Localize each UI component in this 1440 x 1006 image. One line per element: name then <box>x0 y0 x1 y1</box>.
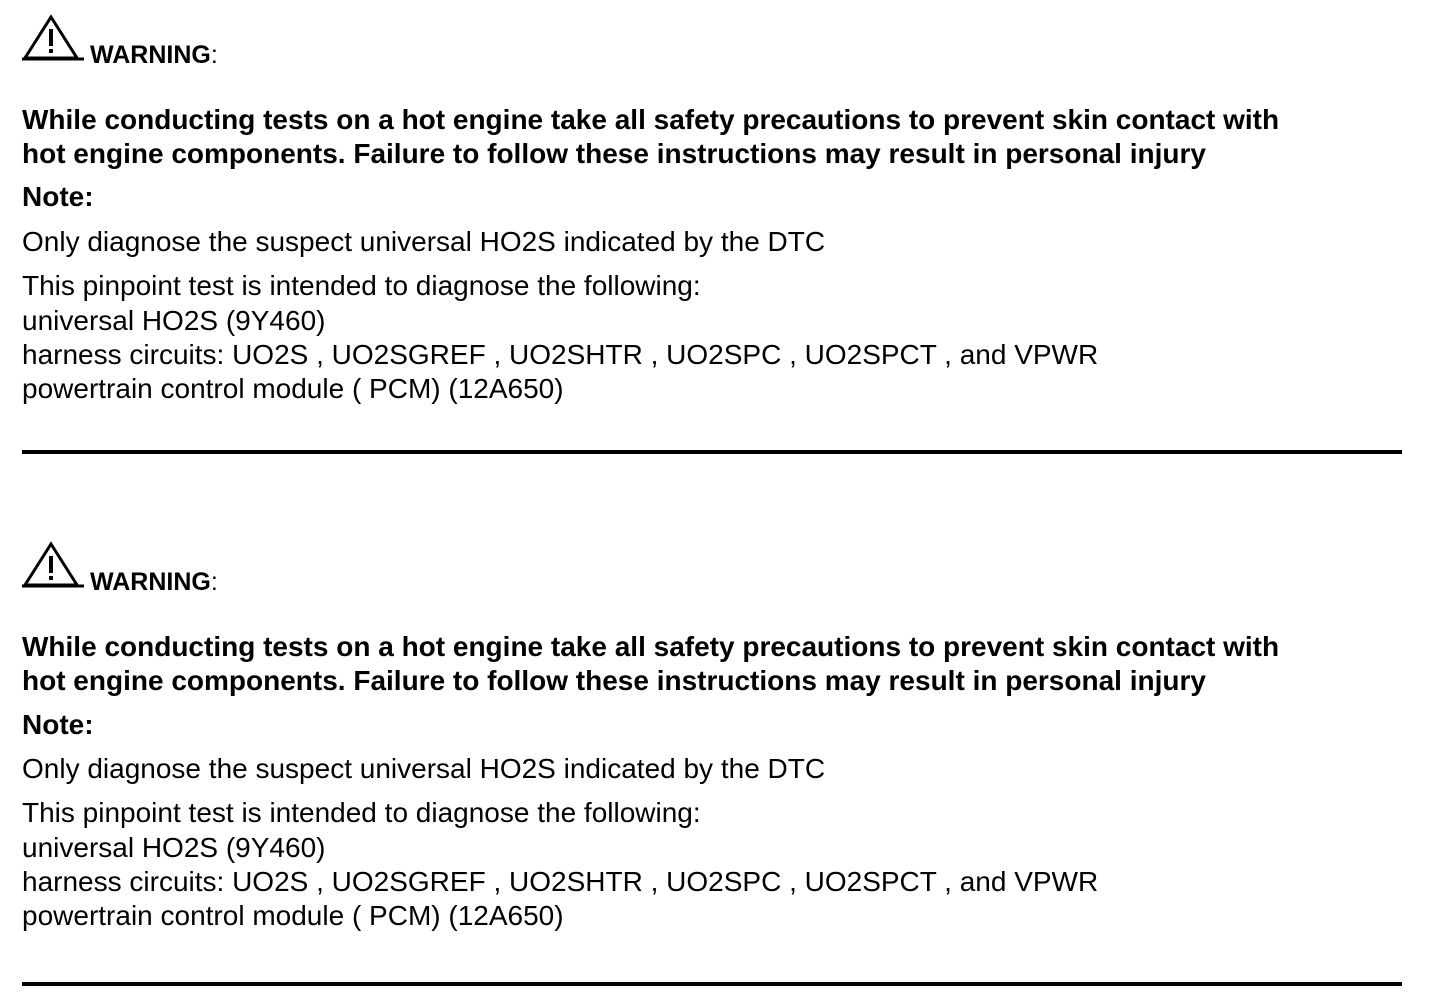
list-item: powertrain control module ( PCM) (12A650) <box>22 373 564 404</box>
warning-text-line-2: hot engine components. Failure to follow these instructions may result in personal injury <box>22 665 1206 696</box>
list-item: universal HO2S (9Y460) <box>22 305 326 336</box>
section-divider <box>22 450 1402 454</box>
warning-text-line-1: While conducting tests on a hot engine take all safety precautions to prevent skin contact with <box>22 631 1280 662</box>
intro-text: This pinpoint test is intended to diagnose the following: <box>22 797 701 828</box>
warning-section-1 <box>22 14 1402 456</box>
list-item: universal HO2S (9Y460) <box>22 832 326 863</box>
warning-header <box>22 14 422 74</box>
note-text: Only diagnose the suspect universal HO2S indicated by the DTC <box>22 753 826 784</box>
intro-text: This pinpoint test is intended to diagnose the following: <box>22 270 701 301</box>
section-divider <box>22 982 1402 986</box>
note-label: Note: <box>22 709 94 740</box>
list-item: harness circuits: UO2S , UO2SGREF , UO2SHTR , UO2SPC , UO2SPCT , and VPWR <box>22 866 1099 897</box>
warning-header <box>22 541 422 601</box>
warning-label: WARNING: <box>90 568 218 596</box>
list-item: powertrain control module ( PCM) (12A650) <box>22 900 564 931</box>
list-item: harness circuits: UO2S , UO2SGREF , UO2SHTR , UO2SPC , UO2SPCT , and VPWR <box>22 339 1099 370</box>
warning-label: WARNING: <box>90 41 218 69</box>
warning-text-line-2: hot engine components. Failure to follow these instructions may result in personal injury <box>22 138 1206 169</box>
warning-text-line-1: While conducting tests on a hot engine take all safety precautions to prevent skin contact with <box>22 104 1280 135</box>
warning-section-2 <box>22 541 1402 991</box>
warning-triangle-icon <box>22 14 84 62</box>
note-text: Only diagnose the suspect universal HO2S indicated by the DTC <box>22 226 826 257</box>
note-label: Note: <box>22 181 94 212</box>
warning-triangle-icon <box>22 541 84 589</box>
